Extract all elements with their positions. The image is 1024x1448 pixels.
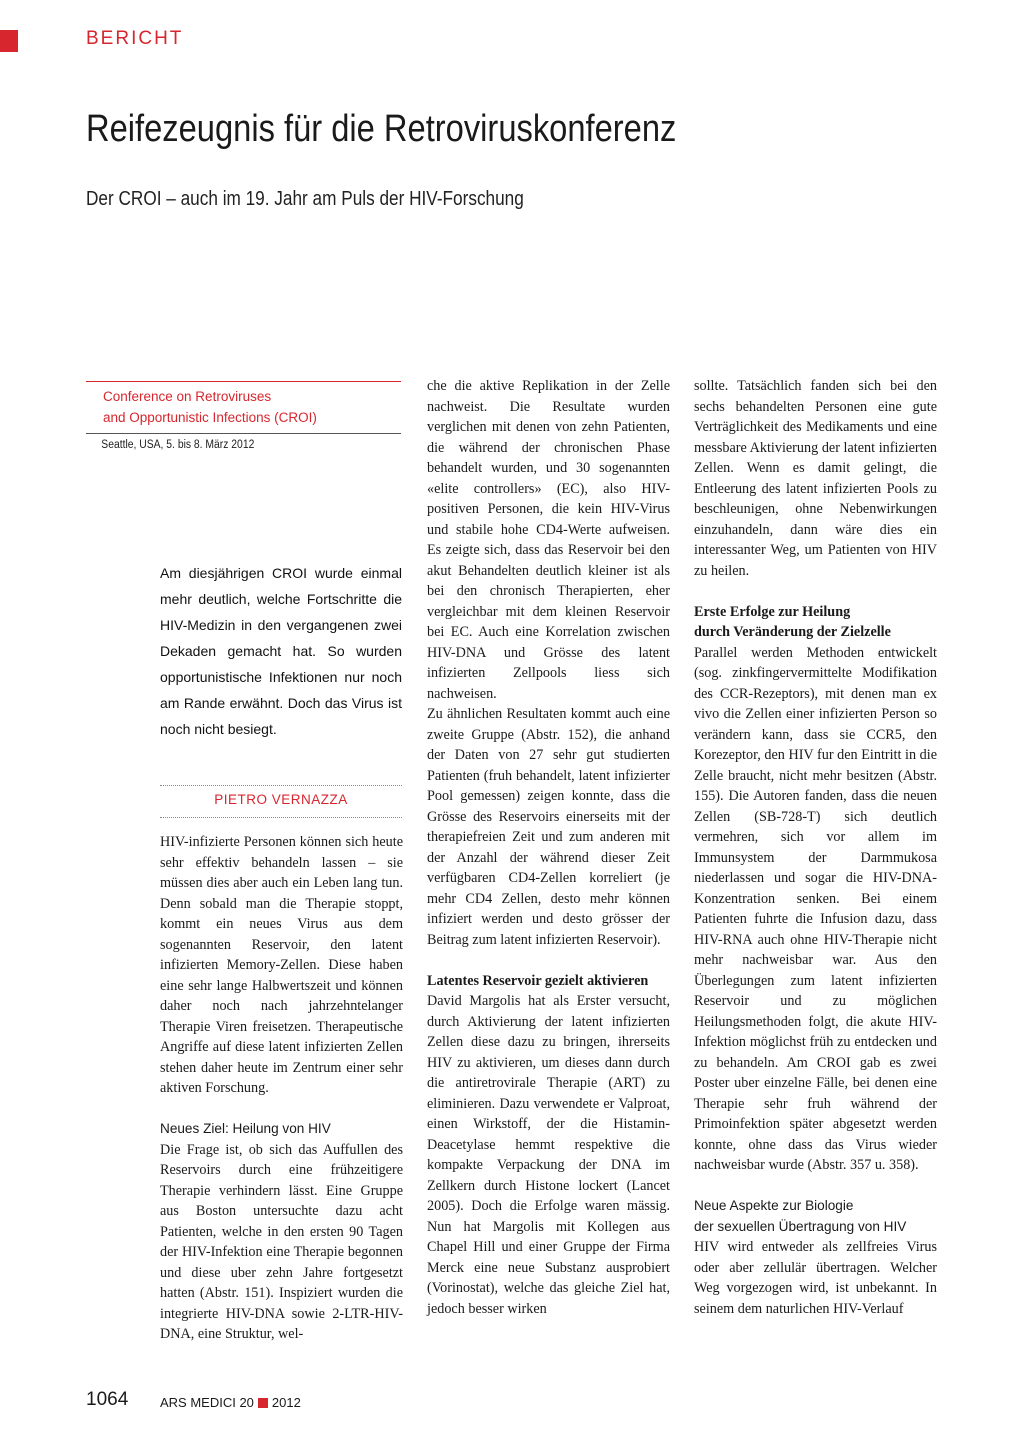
body-paragraph: David Margolis hat als Erster versucht, durch Aktivierung der latent infizierten Zellen diese dazu zu bringen, ihrerseits HIV zu aktivieren, um dieses dann durch die antiretrovirale Therapie (ART) zu eliminieren. Dazu verwendete er Valproat, einen Wirkstoff, der die Histamin-Deacetylase hemmt respektive die kompakte Verpackung der DNA im Zellkern durch Histone lockert (Lancet 2005). Doch die Erfolge waren mässig. Nun hat Margolis mit Kollegen aus Chapel Hill und einer Gruppe der Firma Merck eine neue Substanz ausprobiert (Vorinostat), welche das gleiche Ziel hat, jedoch besser wirken — [427, 993, 670, 1317]
text-column-2 — [427, 376, 670, 1319]
subheading — [694, 1196, 937, 1237]
author-divider-bottom — [160, 817, 402, 818]
subheading-line2: durch Veränderung der Zielzelle — [694, 624, 891, 640]
conference-location: Seattle, USA, 5. bis 8. März 2012 — [101, 439, 255, 451]
body-paragraph: Parallel werden Methoden entwickelt (sog. zinkfingervermittelte Modifikation des CCR-Rezeptors), mit denen man ex vivo die Zellen einer infizierten Person so verändern kann, dass sie CCR5, den Korezeptor, den HIV fur den Eintritt in die Zelle braucht, nicht mehr besitzen (Abstr. 155). Die Autoren fanden, dass die neuen Zellen (SB-728-T) sich deutlich vermehren, sich vor allem im Immunsystem der Darmmukosa niederlassen und sogar die HIV-DNA-Konzentration senken. Bei einem Patienten fuhrte die Infusion dazu, dass HIV-RNA auch ohne HIV-Therapie nicht mehr nachweisbar war. Aus den Überlegungen zum latent infizierten Reservoir und zu möglichen Heilungsmethoden folgt, die akute HIV-Infektion möglichst früh zu entdecken und zu behandeln. Am CROI gab es zwei Poster uber einzelne Fälle, bei denen eine Therapie sehr fruh während der Primoinfektion später abgesetzt werden konnte, ohne dass das Virus wieder nachweisbar wurde (Abstr. 357 u. 358). — [694, 644, 937, 1173]
body-paragraph: sollte. Tatsächlich fanden sich bei den sechs behandelten Personen eine gute Verträglichkeit des Medikaments und eine messbare Aktivierung der latent infizierten Zellen. Wenn es damit gelingt, die Entleerung des latent infizierten Pools zu beschleunigen, ohne Nebenwirkungen einzuhandeln, dann wäre dies ein interessanter Weg, um Patienten von HIV zu heilen. — [694, 378, 937, 579]
separator-square — [258, 1398, 268, 1408]
conference-infobox — [86, 381, 401, 451]
body-paragraph: HIV wird entweder als zellfreies Virus oder aber zellulär übertragen. Welcher Weg vorgezogen wird, ist unbekannt. In seinem dem naturlichen HIV-Verlauf — [694, 1239, 937, 1317]
subheading — [694, 602, 937, 643]
subheading: Neues Ziel: Heilung von HIV — [160, 1121, 331, 1136]
lead-paragraph: Am diesjährigen CROI wurde einmal mehr deutlich, welche Fortschritte die HIV-Medizin in den vergangenen zwei Dekaden gemacht hat. So wurden opportunistische Infektionen nur noch am Rande erwähnt. Doch das Virus ist noch nicht besiegt. — [160, 565, 402, 737]
conference-name-line1: Conference on Retroviruses — [103, 389, 272, 404]
body-paragraph: Die Frage ist, ob sich das Auffullen des Reservoirs durch eine frühzeitigere Therapie verhindern lässt. Eine Gruppe aus Boston untersuchte dazu acht Patienten, welche in den ersten 90 Tagen der HIV-Infektion eine Therapie begonnen und diese uber zehn Jahre fortgesetzt hatten (Abstr. 151). Inspiziert wurden die integrierte HIV-DNA sowie 2-LTR-HIV-DNA, eine Struktur, wel- — [160, 1141, 403, 1342]
subheading-line1: Neue Aspekte zur Biologie — [694, 1198, 854, 1213]
body-paragraph: HIV-infizierte Personen können sich heute sehr effektiv behandeln lassen – sie müssen dies aber auch ein Leben lang tun. Denn sobald man die Therapie stoppt, kommt ein neues Virus aus dem sogenannten Reservoir, den latent infizierten Memory-Zellen. Diese haben eine sehr lange Halbwertszeit und können daher noch nach jahrzehntelanger Therapie Viren freisetzen. Therapeutische Angriffe auf diese latent infizierten Zellen stehen daher heute im Zentrum einer sehr aktiven Forschung. — [160, 834, 403, 1096]
section-label: BERICHT — [86, 28, 184, 49]
author-name: PIETRO VERNAZZA — [214, 792, 348, 807]
subheading-line2: der sexuellen Übertragung von HIV — [694, 1218, 907, 1234]
page-number: 1064 — [86, 1389, 129, 1410]
journal-footer — [160, 1395, 301, 1410]
article-title: Reifezeugnis für die Retroviruskonferenz — [86, 108, 677, 150]
article-subtitle: Der CROI – auch im 19. Jahr am Puls der HIV-Forschung — [86, 188, 524, 210]
section-marker — [0, 30, 18, 52]
text-column-1 — [160, 832, 403, 1345]
conference-name — [86, 382, 401, 433]
conference-name-line2: and Opportunistic Infections (CROI) — [103, 410, 317, 425]
body-paragraph: che die aktive Replikation in der Zelle nachweist. Die Resultate wurden verglichen mit denen von zehn Patienten, die während der chronischen Phase behandelt wurden, und 30 sogenannten «elite controllers» (EC), also HIV-positiven Personen, die kein HIV-Virus und stabile hohe CD4-Werte aufweisen. Es zeigte sich, dass das Reservoir bei den akut Behandelten deutlich kleiner ist als bei den chronisch Therapierten, eher vergleichbar mit dem kleinen Reservoir bei EC. Auch eine Korrelation zwischen HIV-DNA und Grösse des latent infizierten Zellpools liess sich nachweisen. — [427, 378, 670, 702]
author-divider-top — [160, 785, 402, 786]
subheading-line1: Erste Erfolge zur Heilung — [694, 603, 851, 620]
journal-year: 2012 — [271, 1395, 301, 1410]
text-column-3 — [694, 376, 937, 1319]
body-paragraph: Zu ähnlichen Resultaten kommt auch eine zweite Gruppe (Abstr. 152), die anhand der Daten von 27 sehr gut studierten Patienten (fruh behandelt, latent infizierter Pool gemessen) zeigen konnte, dass die Grösse des Reservoirs einerseits mit der therapiefreien Zeit und zum anderen mit der Anzahl der während dieser Zeit verfügbaren CD4-Zellen korreliert (je mehr CD4 Zellen, desto mehr können infiziert werden und desto grösser der Beitrag zum latent infizierten Reservoir). — [427, 706, 670, 948]
journal-name: ARS MEDICI 20 — [160, 1395, 254, 1410]
subheading: Latentes Reservoir gezielt aktivieren — [427, 972, 649, 989]
